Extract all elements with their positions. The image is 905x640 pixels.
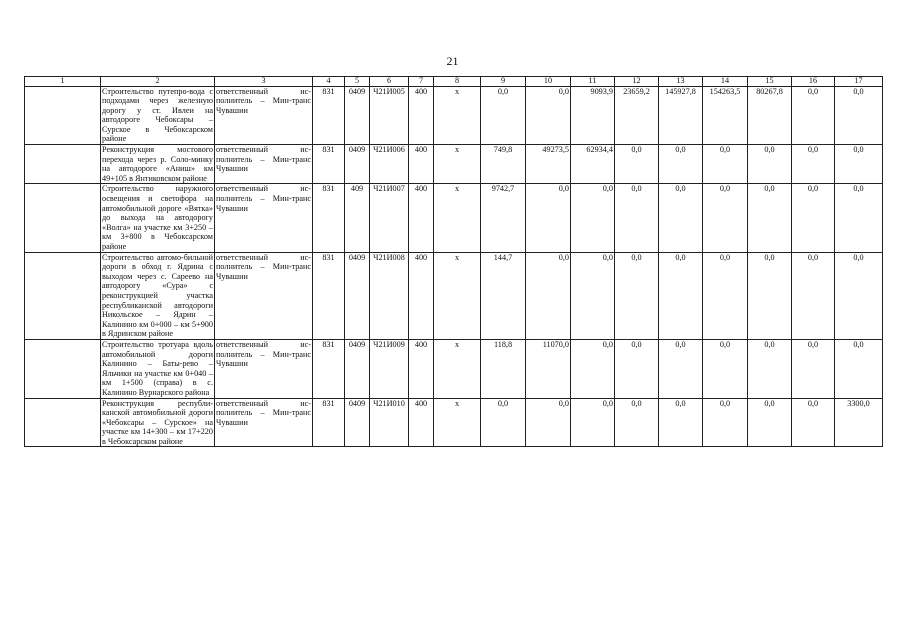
- table-cell-col12: 0,0: [615, 184, 659, 252]
- table-cell-col1: [25, 86, 101, 145]
- table-cell-col10: 11070,0: [526, 339, 571, 398]
- table-cell-col4: 831: [313, 252, 345, 339]
- table-cell-col5: 0409: [345, 339, 370, 398]
- table-cell-col7: 400: [409, 252, 434, 339]
- table-cell-col11: 0,0: [571, 339, 615, 398]
- table-cell-col16: 0,0: [792, 86, 835, 145]
- table-cell-col10: 0,0: [526, 184, 571, 252]
- column-header-1: 1: [25, 77, 101, 87]
- table-cell-col7: 400: [409, 145, 434, 184]
- column-header-15: 15: [748, 77, 792, 87]
- table-cell-col3: ответственный ис-полнитель – Мин-транс Чувашии: [215, 145, 313, 184]
- table-cell-col8: x: [434, 339, 481, 398]
- table-cell-col16: 0,0: [792, 398, 835, 447]
- column-header-16: 16: [792, 77, 835, 87]
- table-cell-col16: 0,0: [792, 145, 835, 184]
- table-cell-col17: 0,0: [835, 339, 883, 398]
- column-header-4: 4: [313, 77, 345, 87]
- column-header-6: 6: [370, 77, 409, 87]
- table-cell-col17: 0,0: [835, 86, 883, 145]
- table-cell-col5: 0409: [345, 145, 370, 184]
- table-row: [25, 398, 883, 447]
- table-cell-col15: 0,0: [748, 339, 792, 398]
- table-cell-col9: 118,8: [481, 339, 526, 398]
- table-cell-col5: 0409: [345, 398, 370, 447]
- table-cell-col11: 0,0: [571, 398, 615, 447]
- table-cell-col4: 831: [313, 184, 345, 252]
- table-cell-col9: 0,0: [481, 398, 526, 447]
- table-cell-col3: ответственный ис-полнитель – Мин-транс Чувашии: [215, 184, 313, 252]
- table-cell-col6: Ч21И010: [370, 398, 409, 447]
- table-cell-col4: 831: [313, 398, 345, 447]
- table-cell-col4: 831: [313, 145, 345, 184]
- table-cell-col10: 49273,5: [526, 145, 571, 184]
- table-cell-col2: Реконструкция мостового перехода через р. Соло-минку на автодороге «Аниш» км 49+105 в Янтиковском районе: [102, 145, 213, 183]
- column-header-8: 8: [434, 77, 481, 87]
- column-header-11: 11: [571, 77, 615, 87]
- budget-table: [24, 76, 883, 447]
- table-cell-col11: 62934,4: [571, 145, 615, 184]
- table-cell-col17: 0,0: [835, 184, 883, 252]
- column-header-2: 2: [101, 77, 215, 87]
- table-cell-col13: 0,0: [659, 145, 703, 184]
- table-header-row: [25, 77, 883, 87]
- table-cell-col2: Строительство наружного освещения и светофора на автомобильной дороге «Вятка» до выхода на автодорогу «Волга» на участке км 3+250 – км 3+800 в Чебоксарском районе: [102, 184, 213, 251]
- table-cell-col9: 144,7: [481, 252, 526, 339]
- table-cell-col17: 0,0: [835, 145, 883, 184]
- table-cell-col7: 400: [409, 339, 434, 398]
- table-cell-col6: Ч21И009: [370, 339, 409, 398]
- table-row: [25, 339, 883, 398]
- table-cell-col15: 0,0: [748, 252, 792, 339]
- table-cell-col8: x: [434, 184, 481, 252]
- table-cell-col14: 0,0: [703, 145, 748, 184]
- table-cell-col10: 0,0: [526, 252, 571, 339]
- table-cell-col5: 409: [345, 184, 370, 252]
- table-cell-col16: 0,0: [792, 184, 835, 252]
- table-cell-col3: ответственный ис-полнитель – Мин-транс Чувашии: [215, 339, 313, 398]
- table-cell-col5: 0409: [345, 252, 370, 339]
- table-cell-col8: x: [434, 252, 481, 339]
- table-cell-col3: ответственный ис-полнитель – Мин-транс Чувашии: [215, 398, 313, 447]
- column-header-17: 17: [835, 77, 883, 87]
- table-cell-col12: 0,0: [615, 145, 659, 184]
- table-cell-col7: 400: [409, 86, 434, 145]
- table-cell-col14: 154263,5: [703, 86, 748, 145]
- table-row: [25, 184, 883, 252]
- table-cell-col15: 80267,8: [748, 86, 792, 145]
- column-header-5: 5: [345, 77, 370, 87]
- table-cell-col1: [25, 184, 101, 252]
- table-cell-col13: 0,0: [659, 184, 703, 252]
- table-cell-col1: [25, 252, 101, 339]
- page-number: 21: [446, 54, 459, 68]
- table-cell-col12: 23659,2: [615, 86, 659, 145]
- table-cell-col16: 0,0: [792, 252, 835, 339]
- table-cell-col4: 831: [313, 339, 345, 398]
- table-cell-col5: 0409: [345, 86, 370, 145]
- column-header-13: 13: [659, 77, 703, 87]
- table-cell-col4: 831: [313, 86, 345, 145]
- column-header-7: 7: [409, 77, 434, 87]
- table-cell-col17: 0,0: [835, 252, 883, 339]
- table-cell-col9: 0,0: [481, 86, 526, 145]
- table-cell-col9: 749,8: [481, 145, 526, 184]
- column-header-14: 14: [703, 77, 748, 87]
- table-cell-col8: x: [434, 145, 481, 184]
- table-cell-col14: 0,0: [703, 252, 748, 339]
- table-cell-col11: 0,0: [571, 184, 615, 252]
- table-cell-col1: [25, 145, 101, 184]
- table-cell-col15: 0,0: [748, 184, 792, 252]
- column-header-10: 10: [526, 77, 571, 87]
- table-cell-col3: ответственный ис-полнитель – Мин-транс Чувашии: [215, 252, 313, 339]
- table-cell-col7: 400: [409, 398, 434, 447]
- table-cell-col14: 0,0: [703, 184, 748, 252]
- table-cell-col12: 0,0: [615, 398, 659, 447]
- table-cell-col10: 0,0: [526, 86, 571, 145]
- table-cell-col15: 0,0: [748, 145, 792, 184]
- column-header-9: 9: [481, 77, 526, 87]
- table-cell-col11: 0,0: [571, 252, 615, 339]
- table-cell-col12: 0,0: [615, 252, 659, 339]
- table-cell-col10: 0,0: [526, 398, 571, 447]
- table-cell-col6: Ч21И007: [370, 184, 409, 252]
- table-cell-col13: 145927,8: [659, 86, 703, 145]
- table-cell-col8: x: [434, 86, 481, 145]
- table-cell-col2: Реконструкция республи-канской автомобильной дороги «Чебоксары – Сурское» на участке км 14+300 – км 17+220 в Чебоксарском районе: [102, 398, 213, 446]
- table-cell-col13: 0,0: [659, 339, 703, 398]
- table-row: [25, 252, 883, 339]
- table-cell-col13: 0,0: [659, 398, 703, 447]
- table-body: [25, 86, 883, 447]
- table-row: [25, 145, 883, 184]
- table-cell-col2: Строительство тротуара вдоль автомобильной дороги Калинино – Баты-рево – Яльчики на участке км 0+040 – км 1+500 (справа) в с. Калинино Вурнарского района: [102, 339, 213, 397]
- table-cell-col8: x: [434, 398, 481, 447]
- table-cell-col9: 9742,7: [481, 184, 526, 252]
- table-cell-col14: 0,0: [703, 339, 748, 398]
- table-cell-col12: 0,0: [615, 339, 659, 398]
- table-cell-col16: 0,0: [792, 339, 835, 398]
- column-header-12: 12: [615, 77, 659, 87]
- table-cell-col1: [25, 339, 101, 398]
- table-cell-col15: 0,0: [748, 398, 792, 447]
- table-cell-col2: Строительство путепро-вода с подходами через железную дорогу у ст. Ивлеи на автодороге Чебоксары – Сурское в Чебоксарском районе: [102, 86, 213, 144]
- table-cell-col13: 0,0: [659, 252, 703, 339]
- table-cell-col1: [25, 398, 101, 447]
- table-cell-col11: 9093,9: [571, 86, 615, 145]
- table-cell-col6: Ч21И005: [370, 86, 409, 145]
- table-cell-col6: Ч21И006: [370, 145, 409, 184]
- table-row: [25, 86, 883, 145]
- table-cell-col6: Ч21И008: [370, 252, 409, 339]
- column-header-3: 3: [215, 77, 313, 87]
- table-cell-col7: 400: [409, 184, 434, 252]
- table-cell-col3: ответственный ис-полнитель – Мин-транс Чувашии: [215, 86, 313, 145]
- table-cell-col2: Строительство автомо-бильной дороги в обход г. Ядрина с выходом через с. Сареево на автодорогу «Сура» с реконструкцией участка республиканской автодороги Никольское – Ядрин – Калинино км 0+000 – км 5+900 в Ядринском районе: [102, 252, 213, 339]
- table-cell-col17: 3300,0: [835, 398, 883, 447]
- table-cell-col14: 0,0: [703, 398, 748, 447]
